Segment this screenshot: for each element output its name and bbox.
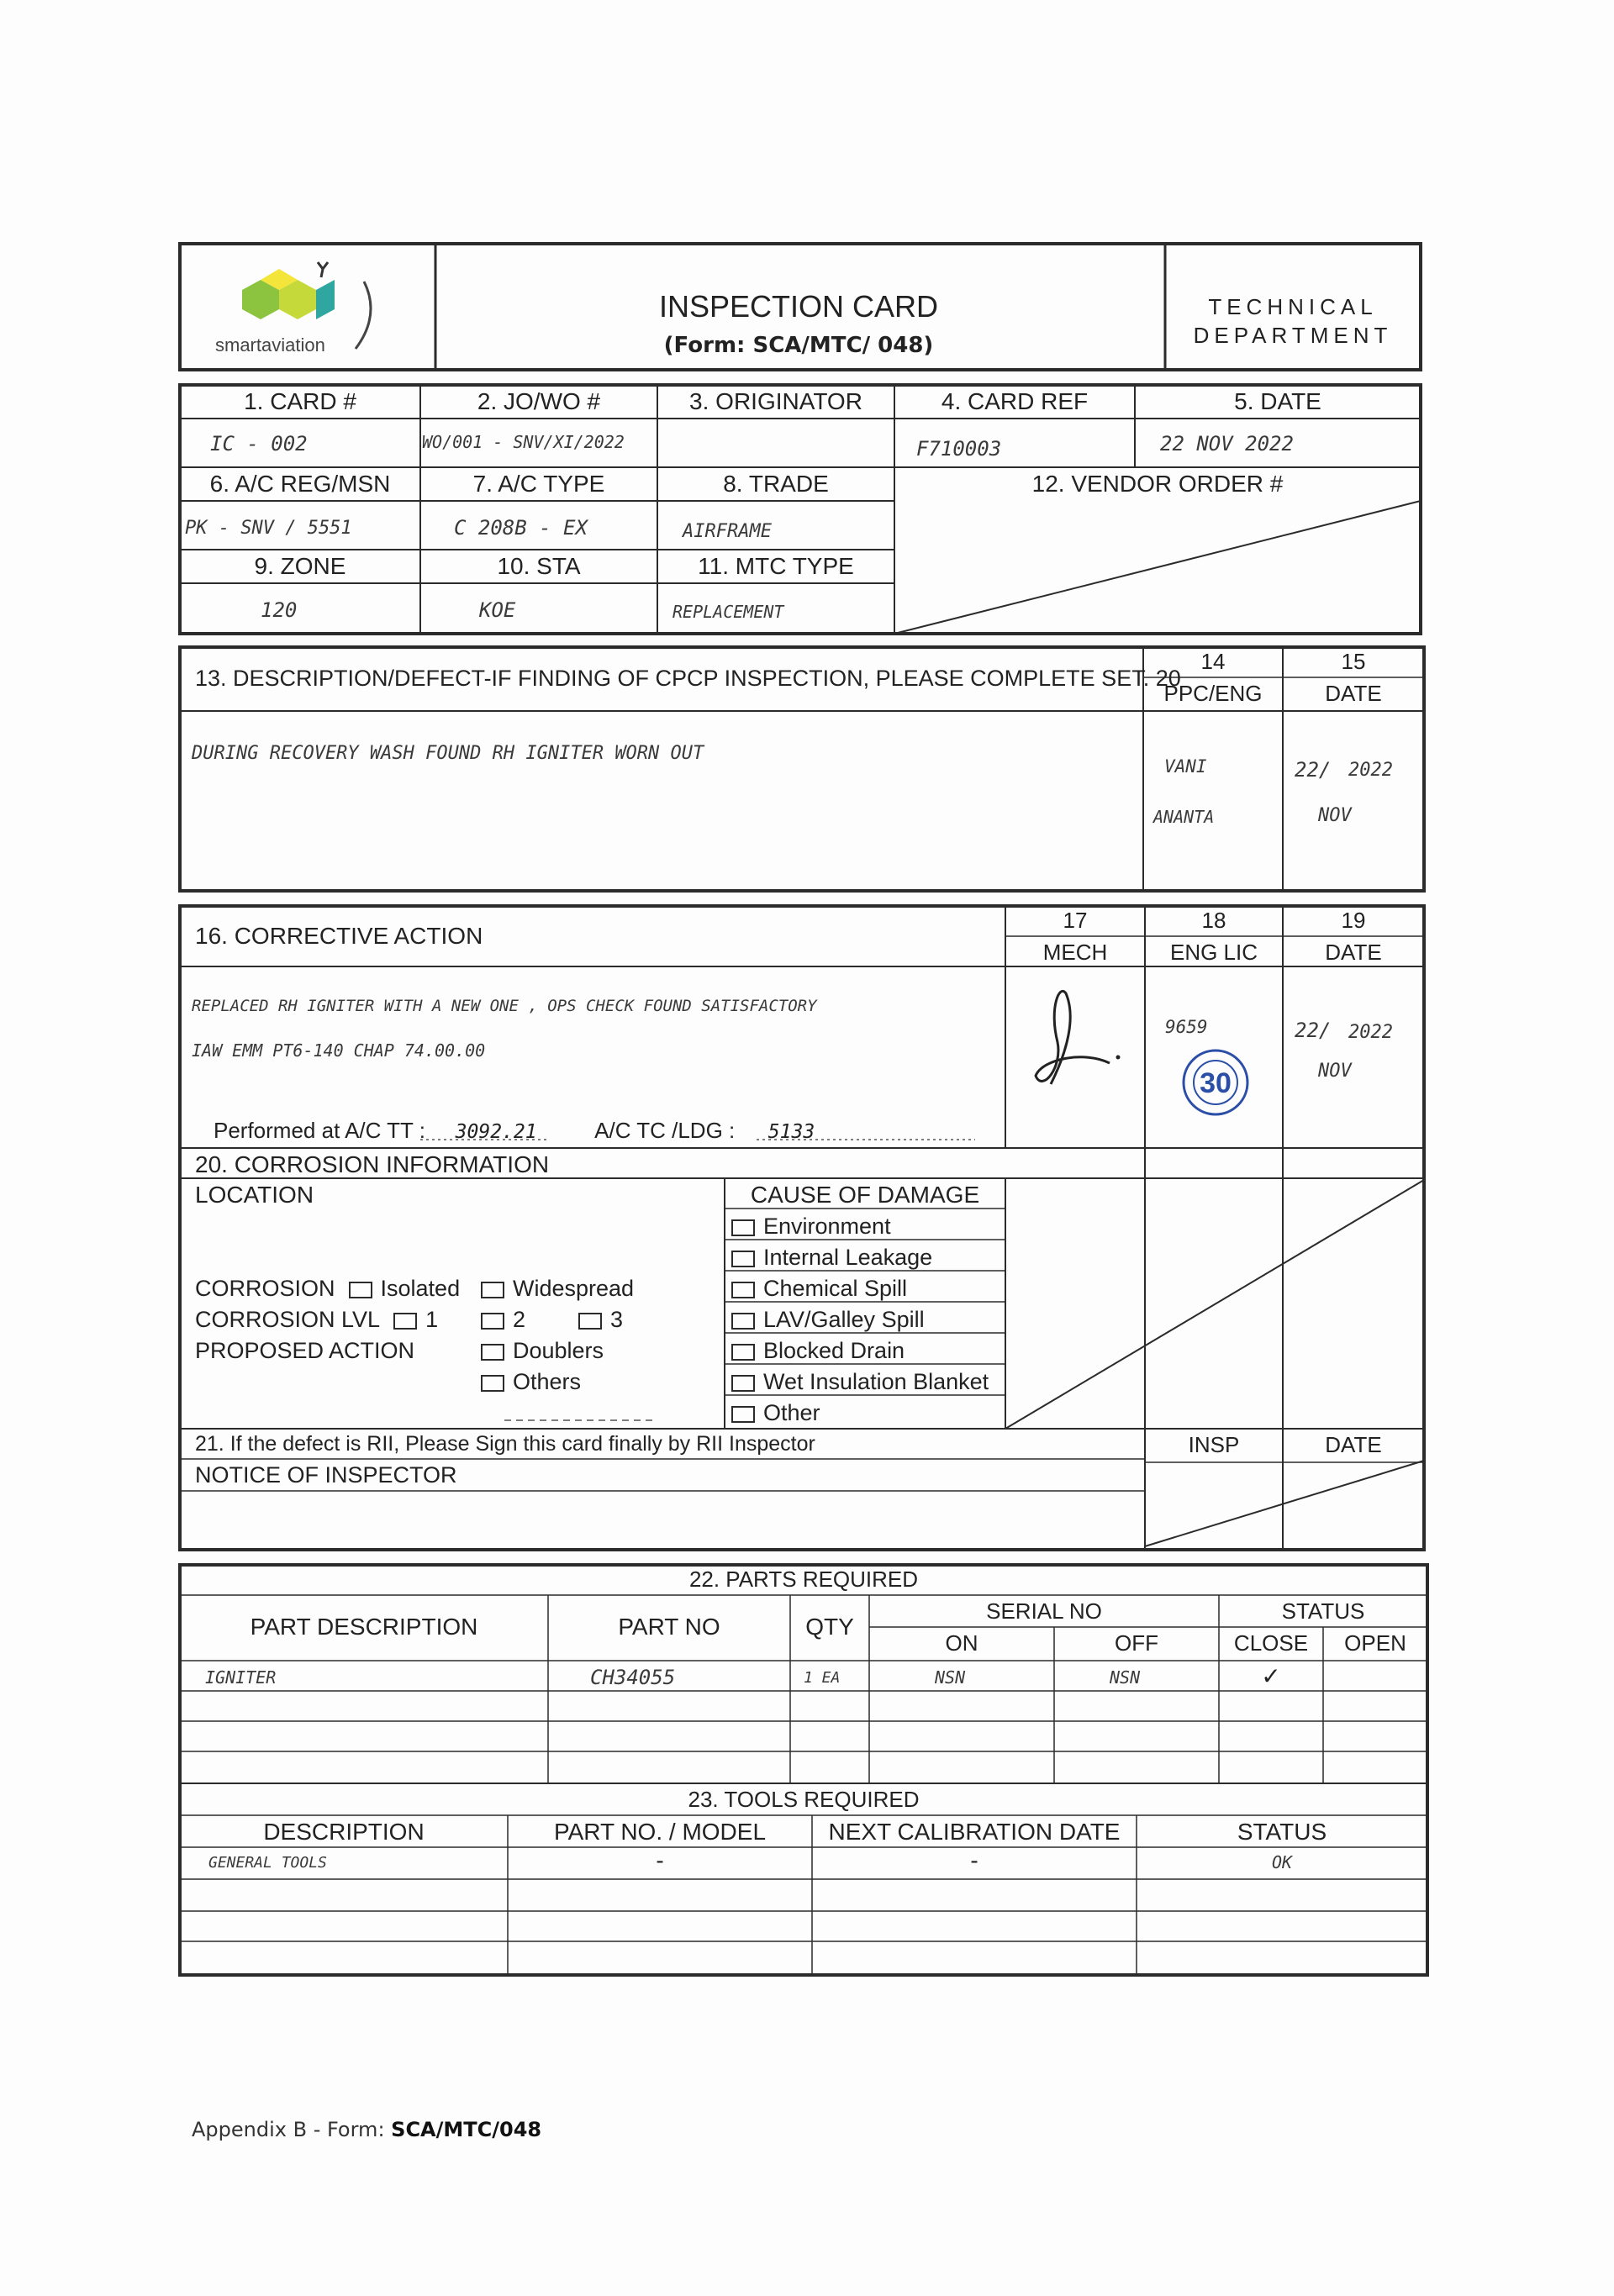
performed-line [214,1118,841,1144]
parts-h-pn: PART NO [618,1614,720,1640]
corrective-label: 16. CORRECTIVE ACTION [195,923,483,949]
tool-desc: GENERAL TOOLS [208,1854,327,1872]
checkbox[interactable] [731,1282,755,1298]
location-label: LOCATION [195,1182,314,1208]
checkbox[interactable] [731,1344,755,1361]
others-label: Others [513,1369,582,1394]
stamp-number: 30 [1200,1067,1232,1099]
footer-code: SCA/MTC/048 [391,2118,542,2141]
date-label: 5. DATE [1234,388,1321,414]
cause-label-text: Wet Insulation Blanket [763,1369,989,1394]
cause-label: CAUSE OF DAMAGE [750,1182,980,1208]
widespread-option[interactable] [481,1276,634,1302]
corrosion-row [195,1276,460,1302]
corr-date-day: 22/ [1295,1019,1332,1042]
ac-type-value: C 208B - EX [454,516,588,540]
cause-blocked-drain[interactable] [731,1338,905,1364]
insp-label: INSP [1188,1432,1240,1457]
description-text: DURING RECOVERY WASH FOUND RH IGNITER WORN OUT [192,743,704,764]
mtc-type-label: 11. MTC TYPE [698,553,854,579]
corrosion-type-label: CORROSION [195,1276,335,1301]
part-number: CH34055 [590,1666,676,1689]
level-2-option[interactable] [481,1307,525,1333]
tool-status: OK [1271,1852,1293,1872]
logo-text: smartaviation [215,334,325,355]
cause-label-text: Chemical Spill [763,1276,908,1301]
checkbox-isolated[interactable] [349,1282,372,1298]
desc-date-day: 22/ [1295,758,1332,782]
parts-h-serial: SERIAL NO [986,1598,1102,1624]
dept-line2: DEPARTMENT [1193,323,1393,348]
col19-label: DATE [1325,940,1382,965]
parts-title: 22. PARTS REQUIRED [688,1567,919,1592]
corr-date-month: NOV [1318,1061,1352,1082]
performed-tc-label: A/C TC /LDG : [594,1118,741,1143]
cause-environment[interactable] [731,1214,891,1240]
checkbox-doublers[interactable] [481,1344,504,1361]
sta-label: 10. STA [497,553,581,579]
level-1-label: 1 [425,1307,439,1332]
rii-label: 21. If the defect is RII, Please Sign this card finally by RII Inspector [195,1432,815,1456]
tools-h-pn: PART NO. / MODEL [553,1819,767,1845]
parts-h-status: STATUS [1281,1598,1365,1624]
zone-label: 9. ZONE [254,553,346,579]
cause-lav-galley-spill[interactable] [731,1307,925,1333]
cause-chemical-spill[interactable] [731,1276,907,1302]
ppc-eng-line2: ANANTA [1153,807,1215,827]
corrosion-level-label: CORROSION LVL [195,1307,381,1332]
cause-other[interactable] [731,1400,820,1426]
vendor-order-label: 12. VENDOR ORDER # [1031,471,1284,497]
tool-pn: - [656,1847,664,1873]
checkbox-others[interactable] [481,1375,504,1392]
cause-label-text: LAV/Galley Spill [763,1307,925,1332]
performed-tt-label: Performed at A/C TT : [214,1118,432,1143]
checkbox-level-3[interactable] [578,1313,602,1330]
originator-label: 3. ORIGINATOR [689,388,862,414]
checkbox-widespread[interactable] [481,1282,504,1298]
checkbox[interactable] [731,1251,755,1267]
description-label: 13. DESCRIPTION/DEFECT-IF FINDING OF CPCP INSPECTION, PLEASE COMPLETE SET. 20 [195,666,1181,691]
tools-h-cal: NEXT CALIBRATION DATE [828,1819,1121,1845]
parts-h-on: ON [945,1630,978,1656]
card-no-value: IC - 002 [210,432,308,456]
parts-h-desc: PART DESCRIPTION [250,1614,478,1640]
checkbox[interactable] [731,1375,755,1392]
corrosion-label: 20. CORROSION INFORMATION [195,1151,550,1177]
checkbox-level-1[interactable] [393,1313,417,1330]
date-value: 22 NOV 2022 [1160,432,1294,456]
checkbox-level-2[interactable] [481,1313,504,1330]
desc-date-month: NOV [1318,805,1352,826]
form-label: (Form: SCA/MTC/ 048) [663,333,934,358]
cause-label-text: Other [763,1400,820,1425]
col15-num: 15 [1341,649,1366,674]
corr-date-year: 2022 [1348,1022,1393,1043]
doublers-option[interactable] [481,1338,604,1364]
level-2-label: 2 [513,1307,526,1332]
page-title: INSPECTION CARD [658,289,939,324]
part-desc: IGNITER [205,1667,277,1688]
col17-num: 17 [1063,908,1088,933]
proposed-action-label: PROPOSED ACTION [195,1338,415,1363]
col18-label: ENG LIC [1169,940,1258,965]
jo-label: 2. JO/WO # [477,388,601,414]
col18-num: 18 [1201,908,1226,933]
cause-label-text: Environment [763,1214,891,1239]
checkbox[interactable] [731,1313,755,1330]
footer [192,2118,541,2141]
widespread-label: Widespread [513,1276,635,1301]
col19-num: 19 [1341,908,1366,933]
corrective-text-line1: REPLACED RH IGNITER WITH A NEW ONE , OPS CHECK FOUND SATISFACTORY [192,997,817,1015]
parts-h-close: CLOSE [1233,1630,1309,1656]
trade-value: AIRFRAME [683,521,772,542]
zone-value: 120 [261,598,298,622]
parts-h-off: OFF [1115,1630,1158,1656]
col14-label: PPC/ENG [1163,681,1263,706]
parts-h-qty: QTY [805,1614,854,1640]
level-3-label: 3 [610,1307,624,1332]
tool-cal: - [970,1847,978,1873]
level-3-option[interactable] [578,1307,623,1333]
card-ref-label: 4. CARD REF [941,388,1089,414]
parts-h-open: OPEN [1344,1630,1406,1656]
sta-value: KOE [479,598,516,622]
col17-label: MECH [1042,940,1108,965]
cause-internal-leakage[interactable] [731,1245,932,1271]
ac-type-label: 7. A/C TYPE [472,471,605,497]
others-option[interactable] [481,1369,581,1395]
ppc-eng-line1: VANI [1164,756,1207,777]
footer-prefix: Appendix B - Form: [192,2118,392,2141]
card-no-label: 1. CARD # [244,388,356,414]
isolated-label: Isolated [380,1276,461,1301]
corrosion-level-row [195,1307,438,1333]
cause-wet-insulation[interactable] [731,1369,989,1395]
jo-value: WO/001 - SNV/XI/2022 [422,432,625,452]
card-ref-value: F710003 [916,437,1002,461]
col15-label: DATE [1325,681,1382,706]
mech-signature [1026,983,1126,1101]
notice-inspector-label: NOTICE OF INSPECTOR [195,1462,457,1488]
tools-h-status: STATUS [1237,1819,1327,1845]
cause-label-text: Blocked Drain [763,1338,905,1363]
ac-reg-value: PK - SNV / 5551 [185,518,352,539]
rii-date-label: DATE [1325,1432,1382,1457]
desc-date-year: 2022 [1348,760,1393,781]
eng-lic-value: 9659 [1165,1017,1208,1037]
doublers-label: Doublers [513,1338,604,1363]
trade-label: 8. TRADE [723,471,829,497]
part-serial-on: NSN [935,1667,966,1688]
tools-h-desc: DESCRIPTION [263,1819,425,1845]
cause-label-text: Internal Leakage [763,1245,933,1270]
corrective-text-line2: IAW EMM PT6-140 CHAP 74.00.00 [192,1040,486,1061]
checkbox[interactable] [731,1219,755,1236]
dept-line1: TECHNICAL [1208,294,1378,319]
checkbox[interactable] [731,1406,755,1423]
performed-tc-value: 5133 [767,1121,815,1143]
mtc-type-value: REPLACEMENT [672,602,784,622]
part-status-close: ✓ [1261,1663,1281,1689]
tools-title: 23. TOOLS REQUIRED [688,1787,920,1812]
part-qty: 1 EA [804,1669,841,1687]
col14-num: 14 [1200,649,1226,674]
performed-tt-value: 3092.21 [455,1121,537,1143]
ac-reg-label: 6. A/C REG/MSN [209,471,391,497]
part-serial-off: NSN [1110,1667,1141,1688]
